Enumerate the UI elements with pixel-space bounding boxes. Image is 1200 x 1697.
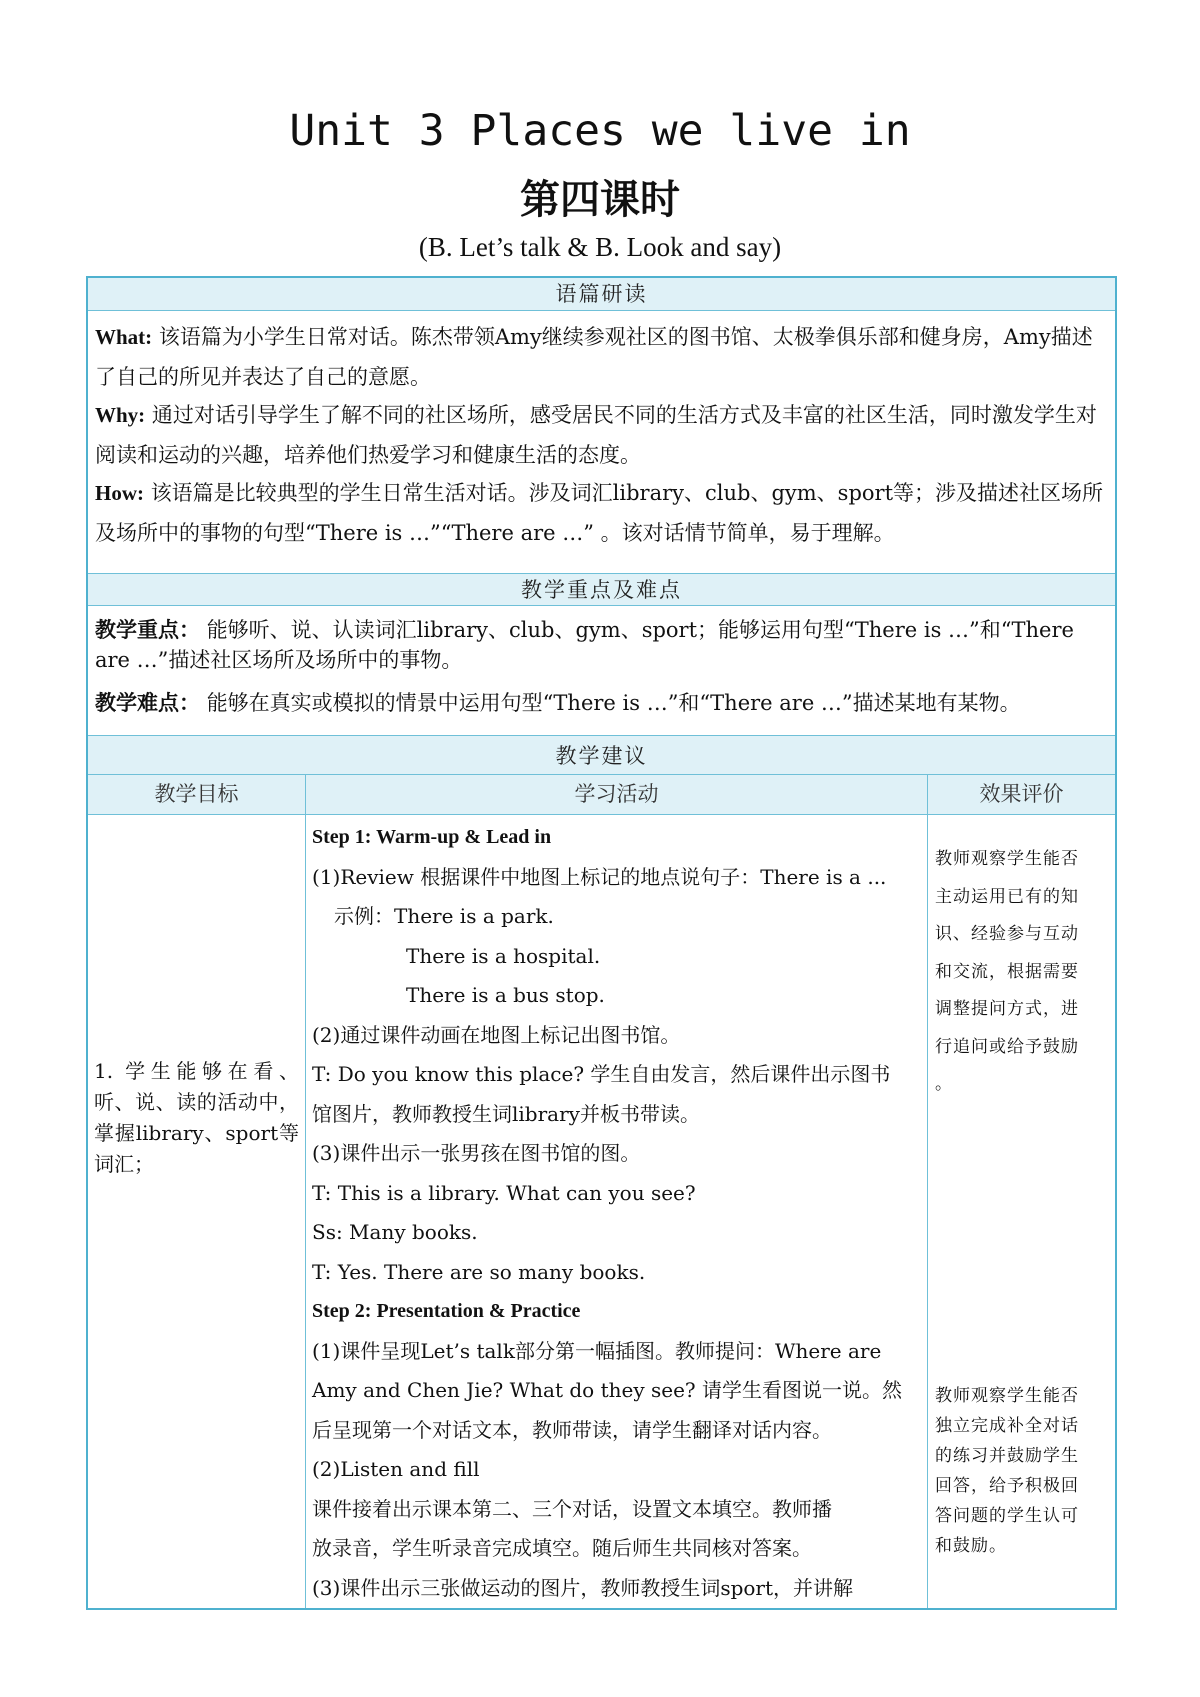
key-points-text: 能够听、说、认读词汇library、club、gym、sport；能够运用句型“There is …”和“There are …”描述社区场所及场所中的事物。 [95,618,1074,672]
activity-line: T: Do you know this place? 学生自由发言，然后课件出示图书 [312,1062,891,1086]
eval-line: 主动运用已有的知 [935,886,1079,907]
activity-line: T: Yes. There are so many books. [312,1259,646,1284]
activity-line: (2)通过课件动画在地图上标记出图书馆。 [312,1022,681,1047]
difficulties-label: 教学难点： [95,691,200,715]
why-text: 通过对话引导学生了解不同的社区场所，感受居民不同的生活方式及丰富的社区生活，同时激发学生对阅读和运动的兴趣，培养他们热爱学习和健康生活的态度。 [95,403,1097,467]
page-title-cn: 第四课时 [520,177,680,223]
activity-line: 后呈现第一个对话文本，教师带读，请学生翻译对话内容。 [312,1417,832,1442]
why-label: Why: [95,403,146,427]
goal-text: 1. 学生能够在看、听、说、读的活动中，掌握library、sport等词汇； [94,1059,299,1176]
eval-line: 识、经验参与互动 [935,924,1079,944]
activity-column [312,818,952,1608]
activity-line: (1)课件呈现Let’s talk部分第一幅插图。教师提问：Where are [312,1338,882,1363]
activity-line: T: This is a library. What can you see? [312,1180,696,1205]
eval-line: 行追问或给予鼓励 [935,1036,1079,1057]
column-divider-1 [305,775,306,1608]
col-header-divider [88,814,1115,815]
section-heading-teaching-suggestions: 教学建议 [88,735,1115,775]
eval-line: 教师观察学生能否 [935,849,1079,869]
activity-line: There is a bus stop. [406,983,605,1007]
how-paragraph [95,473,1110,553]
why-paragraph [95,395,1110,475]
difficulties-paragraph [95,683,1110,723]
what-label: What: [95,325,153,349]
activity-line: Ss: Many books. [312,1220,478,1244]
key-points-paragraph [95,615,1110,675]
eval-line: 。 [935,1074,953,1094]
col-header-eval: 效果评价 [928,775,1115,814]
eval-block-1 [935,841,1110,1104]
activity-line: Amy and Chen Jie? What do they see? 请学生看图说一说。然 [312,1378,902,1402]
section-heading-key-points: 教学重点及难点 [88,573,1115,606]
eval-line: 答问题的学生认可 [935,1506,1079,1526]
col-header-goal: 教学目标 [88,775,305,814]
activity-line: 馆图片，教师教授生词library并板书带读。 [312,1101,700,1126]
what-paragraph [95,317,1110,397]
step-heading: Step 1: Warm-up & Lead in [312,826,552,848]
what-text: 该语篇为小学生日常对话。陈杰带领Amy继续参观社区的图书馆、太极拳俱乐部和健身房，Amy描述了自己的所见并表达了自己的意愿。 [95,325,1093,389]
activity-line: (1)Review 根据课件中地图上标记的地点说句子：There is a ... [312,864,887,889]
eval-line: 调整提问方式，进 [935,999,1079,1019]
how-text: 该语篇是比较典型的学生日常生活对话。涉及词汇library、club、gym、sport等；涉及描述社区场所及场所中的事物的句型“There is …”“There are …” 。该对话情节简单，易于理解。 [95,481,1104,545]
eval-line: 教师观察学生能否 [935,1386,1079,1406]
eval-block-2 [935,1381,1110,1561]
activity-line: (2)Listen and fill [312,1457,480,1481]
page-subtitle: (B. Let’s talk & B. Look and say) [418,232,782,262]
section-heading-text-analysis: 语篇研读 [88,278,1115,311]
col-header-activity: 学习活动 [306,775,927,814]
eval-line: 回答，给予积极回 [935,1476,1079,1496]
activity-line: 示例：There is a park. [334,904,554,928]
lesson-table [86,276,1117,1610]
eval-line: 和鼓励。 [935,1536,1007,1556]
activity-line: 课件接着出示课本第二、三个对话，设置文本填空。教师播 [312,1496,832,1521]
difficulties-text: 能够在真实或模拟的情景中运用句型“There is …”和“There are …”描述某地有某物。 [206,691,1021,715]
activity-line: (3)课件出示三张做运动的图片，教师教授生词sport，并讲解 [312,1575,854,1600]
eval-line: 的练习并鼓励学生 [935,1446,1079,1466]
how-label: How: [95,481,144,505]
activity-line: There is a hospital. [406,943,601,968]
step-heading: Step 2: Presentation & Practice [312,1300,581,1322]
activity-line: (3)课件出示一张男孩在图书馆的图。 [312,1141,641,1165]
activity-line: 放录音，学生听录音完成填空。随后师生共同核对答案。 [312,1536,812,1560]
eval-line: 独立完成补全对话 [935,1416,1079,1436]
key-points-label: 教学重点： [95,618,200,642]
page-title-en: Unit 3 Places we live in [289,106,911,156]
eval-line: 和交流，根据需要 [935,961,1079,982]
